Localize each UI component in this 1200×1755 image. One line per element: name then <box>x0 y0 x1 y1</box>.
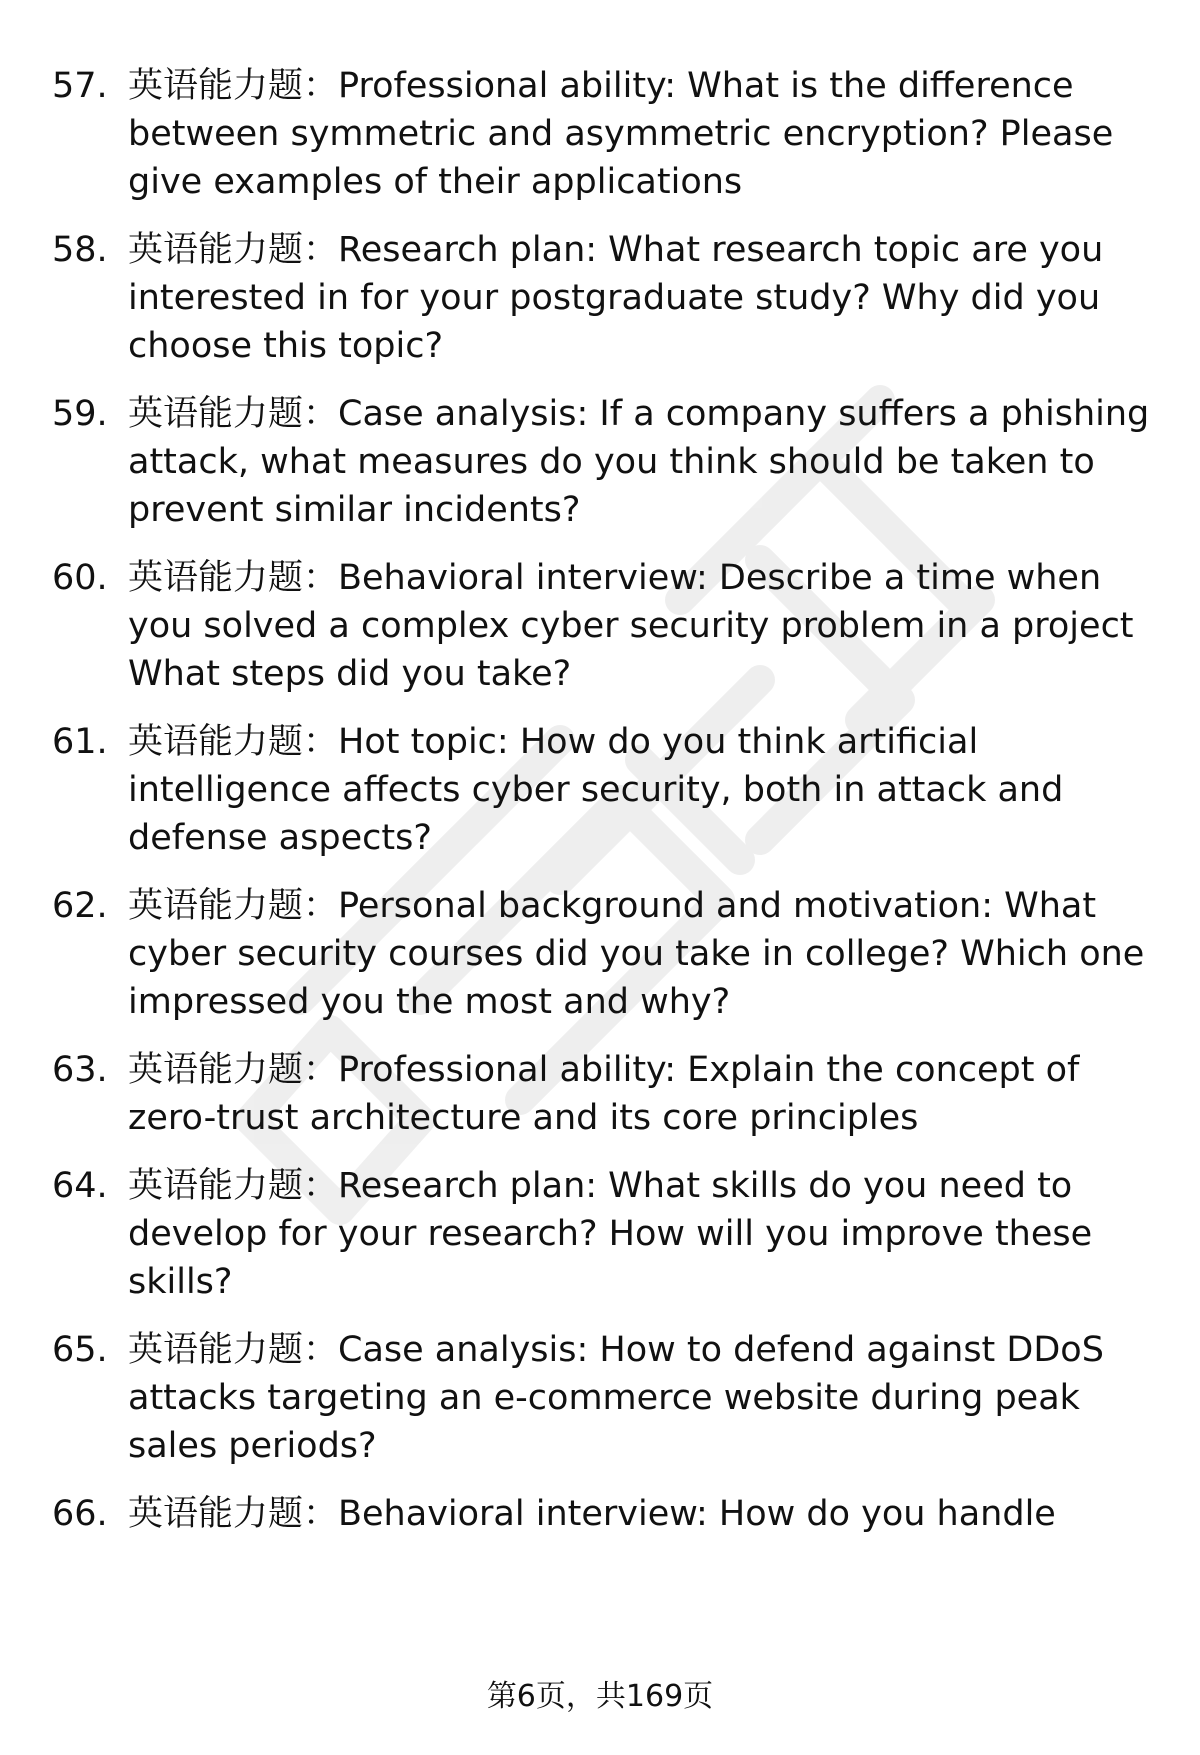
question-text: Professional ability: Explain the concept of zero-trust architecture and its core principles <box>128 1050 1080 1138</box>
question-text: Hot topic: How do you think artificial intelligence affects cyber security, both in attack and defense aspects? <box>128 722 1064 858</box>
question-text: Research plan: What skills do you need to develop for your research? How will you improve these skills? <box>128 1166 1093 1302</box>
question-tag: 英语能力题： <box>128 886 339 926</box>
question-number: 61. <box>52 722 108 762</box>
question-body <box>128 554 1158 698</box>
question-text: Behavioral interview: How do you handle <box>338 1494 1056 1534</box>
question-item <box>0 554 1200 698</box>
question-body <box>128 1162 1158 1306</box>
question-text: Case analysis: How to defend against DDoS attacks targeting an e-commerce website during peak sales periods? <box>128 1330 1104 1466</box>
question-item <box>0 226 1200 370</box>
question-tag: 英语能力题： <box>128 1166 339 1206</box>
page-footer: 第6页，共169页 <box>486 1679 714 1714</box>
question-text: Personal background and motivation: What cyber security courses did you take in college? Which one impressed you the most and why? <box>128 886 1145 1022</box>
question-number: 62. <box>52 886 108 926</box>
question-list <box>0 62 1200 1558</box>
question-number: 65. <box>52 1330 108 1370</box>
question-number: 66. <box>52 1494 108 1534</box>
question-number: 58. <box>52 230 108 270</box>
question-number: 59. <box>52 394 108 434</box>
question-body <box>128 62 1158 206</box>
question-body <box>128 1490 1158 1538</box>
question-tag: 英语能力题： <box>128 394 339 434</box>
question-body <box>128 1326 1158 1470</box>
question-item <box>0 62 1200 206</box>
question-item <box>0 1326 1200 1470</box>
question-number: 64. <box>52 1166 108 1206</box>
question-text: Research plan: What research topic are you interested in for your postgraduate study? Why did you choose this topic? <box>128 230 1104 366</box>
question-body <box>128 882 1158 1026</box>
question-number: 60. <box>52 558 108 598</box>
question-number: 57. <box>52 66 108 106</box>
question-text: Professional ability: What is the difference between symmetric and asymmetric encryption? Please give examples of their applications <box>128 66 1114 202</box>
question-item <box>0 882 1200 1026</box>
question-item <box>0 1046 1200 1142</box>
question-text: Behavioral interview: Describe a time when you solved a complex cyber security problem in a project What steps did you take? <box>128 558 1134 694</box>
question-text: Case analysis: If a company suffers a phishing attack, what measures do you think should be taken to prevent similar incidents? <box>128 394 1150 530</box>
question-item <box>0 390 1200 534</box>
question-tag: 英语能力题： <box>128 66 339 106</box>
question-body <box>128 718 1158 862</box>
question-item <box>0 1490 1200 1538</box>
question-tag: 英语能力题： <box>128 1330 339 1370</box>
question-body <box>128 390 1158 534</box>
question-tag: 英语能力题： <box>128 1494 339 1534</box>
question-tag: 英语能力题： <box>128 558 339 598</box>
question-tag: 英语能力题： <box>128 230 339 270</box>
question-body <box>128 226 1158 370</box>
question-item <box>0 1162 1200 1306</box>
question-number: 63. <box>52 1050 108 1090</box>
question-item <box>0 718 1200 862</box>
question-body <box>128 1046 1158 1142</box>
question-tag: 英语能力题： <box>128 1050 339 1090</box>
question-tag: 英语能力题： <box>128 722 339 762</box>
